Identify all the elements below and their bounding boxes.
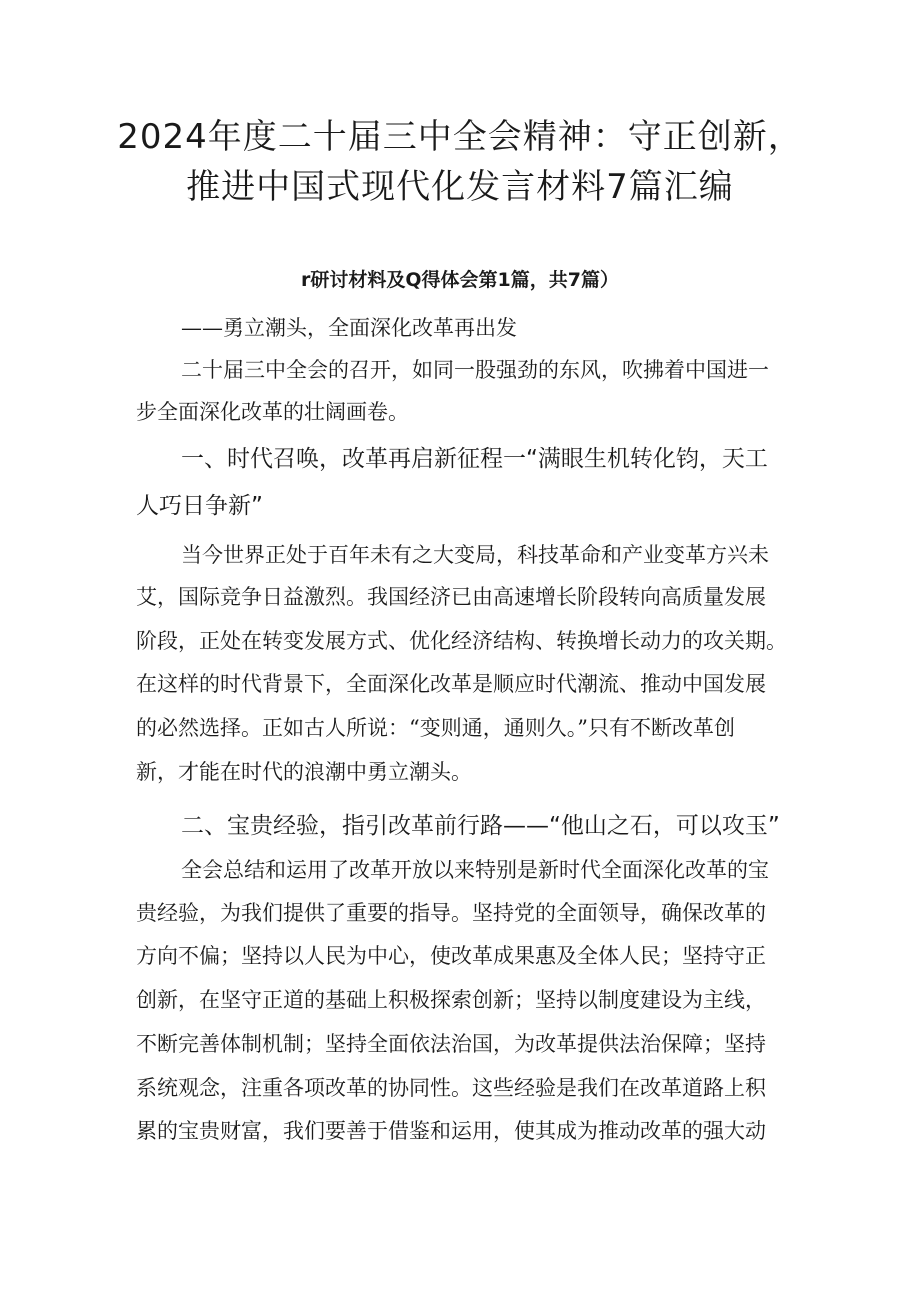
document-title-line-1: 2024年度二十届三中全会精神：守正创新，	[117, 117, 803, 157]
section-1-paragraph-line: 的必然选择。正如古人所说：“变则通，通则久。”只有不断改革创	[136, 716, 735, 740]
intro-line-2: 步全面深化改革的壮阔画卷。	[136, 400, 409, 424]
section-2-paragraph-line: 累的宝贵财富，我们要善于借鉴和运用，使其成为推动改革的强大动	[136, 1119, 766, 1143]
subtitle: ——勇立潮头，全面深化改革再出发	[181, 316, 517, 340]
section-2-paragraph-line: 方向不偏；坚持以人民为中心，使改革成果惠及全体人民；坚持守正	[136, 944, 766, 968]
section-1-paragraph-line: 新，才能在时代的浪潮中勇立潮头。	[136, 760, 472, 784]
section-1-paragraph-line: 当今世界正处于百年未有之大变局，科技革命和产业变革方兴未	[181, 543, 769, 567]
section-1-heading-line-1: 一、时代召唤，改革再启新征程一“满眼生机转化钧，天工	[181, 446, 768, 472]
intro-line-1: 二十届三中全会的召开，如同一股强劲的东风，吹拂着中国进一	[181, 358, 769, 382]
section-2-paragraph-line: 系统观念，注重各项改革的协同性。这些经验是我们在改革道路上积	[136, 1076, 766, 1100]
section-2-paragraph-line: 不断完善体制机制；坚持全面依法治国，为改革提供法治保障；坚持	[136, 1032, 766, 1056]
document-title-line-2: 推进中国式现代化发言材料7篇汇编	[186, 167, 734, 207]
section-2-paragraph-line: 创新，在坚守正道的基础上积极探索创新；坚持以制度建设为主线，	[136, 988, 766, 1012]
series-caption: r研讨材料及Q得体会第1篇，共7篇）	[301, 269, 619, 291]
section-1-paragraph-line: 艾，国际竞争日益激烈。我国经济已由高速增长阶段转向高质量发展	[136, 585, 766, 609]
section-1-paragraph-line: 在这样的时代背景下，全面深化改革是顺应时代潮流、推动中国发展	[136, 672, 766, 696]
section-1-heading-line-2: 人巧日争新”	[136, 493, 263, 519]
section-2-paragraph-line: 贵经验，为我们提供了重要的指导。坚持党的全面领导，确保改革的	[136, 901, 766, 925]
section-2-paragraph-line: 全会总结和运用了改革开放以来特别是新时代全面深化改革的宝	[181, 858, 769, 882]
section-2-heading: 二、宝贵经验，指引改革前行路——“他山之石，可以攻玉”	[181, 813, 780, 839]
section-1-paragraph-line: 阶段，正处在转变发展方式、优化经济结构、转换增长动力的攻关期。	[136, 629, 787, 653]
